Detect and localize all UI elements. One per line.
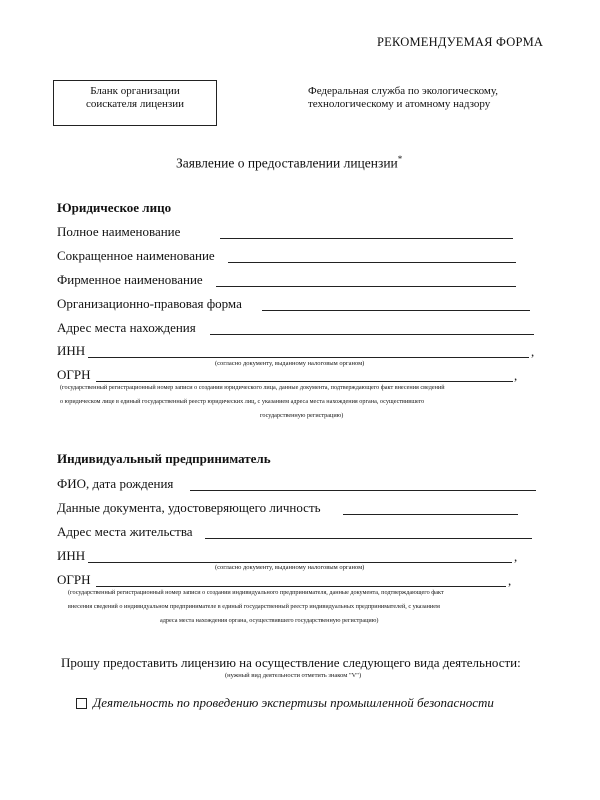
inn-note: (согласно документу, выданному налоговым органом) (215, 360, 365, 367)
residence-field[interactable] (205, 538, 532, 539)
address-label: Адрес места нахождения (57, 320, 196, 335)
short-name-field[interactable] (228, 262, 516, 263)
document-title (176, 154, 402, 172)
ogrn-field[interactable] (96, 381, 513, 382)
address-field[interactable] (210, 334, 534, 335)
ogrn-note-line2: о юридическом лице в единый государственный реестр юридических лиц, с указанием адреса места нахождения органа, осуществившего (60, 398, 425, 405)
ogrn-comma: , (514, 368, 518, 383)
fio-field[interactable] (190, 490, 536, 491)
full-name-field[interactable] (220, 238, 513, 239)
blank-label-line2: соискателя лицензии (85, 98, 185, 110)
request-note: (нужный вид деятельности отметить знаком "V") (225, 672, 362, 679)
residence-label: Адрес места жительства (57, 524, 193, 539)
legal-entity-heading: Юридическое лицо (57, 200, 172, 215)
org-form-field[interactable] (262, 310, 530, 311)
fio-label: ФИО, дата рождения (57, 476, 174, 491)
activity-option-label: Деятельность по проведению экспертизы промышленной безопасности (93, 695, 494, 710)
ogrn-note-line1: (государственный регистрационный номер записи о создании юридического лица, данные документа, подтверждающего факт внесения сведений (60, 384, 445, 391)
entrepreneur-heading: Индивидуальный предприниматель (57, 451, 271, 466)
service-name-line1: Федеральная служба по экологическому, (308, 85, 499, 97)
full-name-label: Полное наименование (57, 224, 181, 239)
ip-inn-comma: , (514, 549, 518, 564)
org-form-label: Организационно-правовая форма (57, 296, 242, 311)
id-document-field[interactable] (343, 514, 518, 515)
ip-inn-label: ИНН (57, 548, 86, 563)
inn-field[interactable] (88, 357, 529, 358)
ogrn-label: ОГРН (57, 367, 91, 382)
short-name-label: Сокращенное наименование (57, 248, 215, 263)
request-text: Прошу предоставить лицензию на осуществление следующего вида деятельности: (61, 655, 521, 670)
form-type-label: РЕКОМЕНДУЕМАЯ ФОРМА (377, 35, 544, 49)
ip-ogrn-note-line2: внесения сведений о индивидуальном предпринимателе в единый государственный реестр индивидуальных предпринимателей, с указанием (68, 603, 440, 610)
inn-label: ИНН (57, 343, 86, 358)
organization-blank-box (53, 80, 217, 126)
brand-name-label: Фирменное наименование (57, 272, 203, 287)
service-name-line2: технологическому и атомному надзору (308, 98, 491, 110)
activity-checkbox[interactable] (76, 698, 87, 709)
blank-label-line1: Бланк организации (90, 85, 180, 97)
inn-comma: , (531, 344, 535, 359)
ogrn-note-line3: государственную регистрацию) (260, 412, 344, 419)
ip-inn-field[interactable] (88, 562, 512, 563)
ip-ogrn-note-line3: адреса места нахождения органа, осуществившего государственную регистрацию) (160, 617, 379, 624)
ip-inn-note: (согласно документу, выданному налоговым органом) (215, 564, 365, 571)
footnote-mark: * (397, 154, 403, 164)
ip-ogrn-note-line1: (государственный регистрационный номер записи о создании индивидуального предпринимателя, данные документа, подтверждающего факт (68, 589, 444, 596)
ip-ogrn-label: ОГРН (57, 572, 91, 587)
ip-ogrn-comma: , (508, 573, 512, 588)
document-title-text: Заявление о предоставлении лицензии (176, 155, 398, 171)
brand-name-field[interactable] (216, 286, 516, 287)
id-document-label: Данные документа, удостоверяющего личность (57, 500, 321, 515)
ip-ogrn-field[interactable] (96, 586, 506, 587)
